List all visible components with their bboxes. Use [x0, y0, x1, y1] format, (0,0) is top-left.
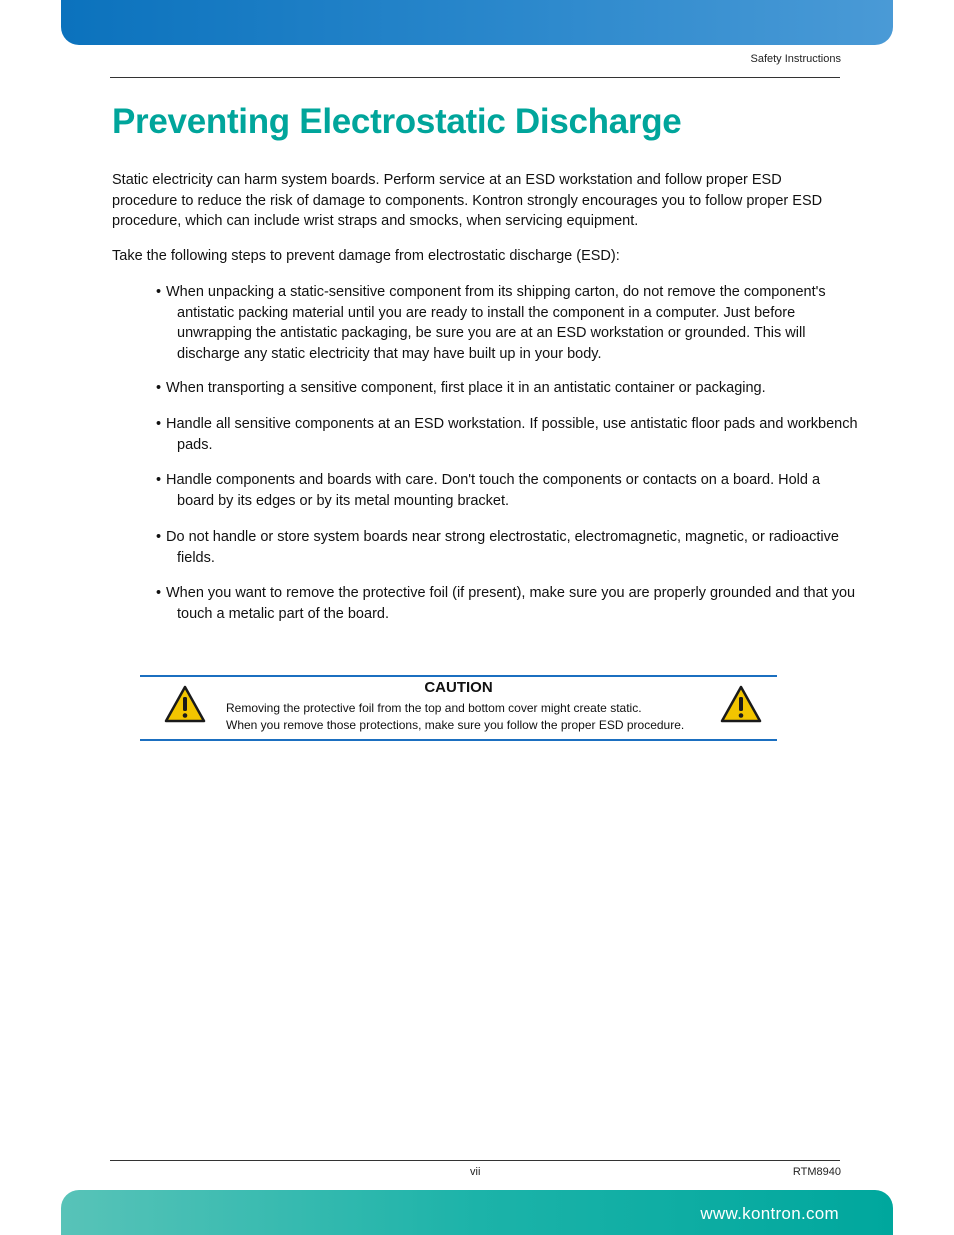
top-banner — [61, 0, 893, 45]
caution-title: CAUTION — [424, 679, 493, 696]
bottom-banner — [61, 1190, 893, 1235]
page-title: Preventing Electrostatic Discharge — [112, 102, 682, 141]
section-header: Safety Instructions — [750, 53, 841, 65]
bullet-marker: • — [156, 380, 162, 396]
footer-rule — [110, 1160, 840, 1161]
list-item-text: When transporting a sensitive component, first place it in an antistatic container or packaging. — [166, 380, 766, 396]
list-item-text: Handle components and boards with care. Don't touch the components or contacts on a board. Hold a board by its edges or by its metal mounting bracket. — [166, 472, 821, 509]
list-item — [156, 378, 861, 399]
bullet-marker: • — [156, 529, 162, 545]
list-item — [156, 470, 861, 511]
header-rule — [110, 77, 840, 78]
bullet-marker: • — [156, 472, 162, 488]
document-id: RTM8940 — [792, 1166, 841, 1178]
page-number: vii — [470, 1166, 481, 1178]
bullet-marker: • — [156, 284, 162, 300]
bullet-marker: • — [156, 585, 162, 601]
list-item-text: When you want to remove the protective foil (if present), make sure you are properly grounded and that you touch a metalic part of the board. — [166, 585, 856, 622]
caution-box — [140, 675, 777, 741]
website-link[interactable]: www.kontron.com — [700, 1204, 839, 1223]
caution-text: When you remove those protections, make sure you follow the proper ESD procedure. — [226, 718, 685, 732]
warning-triangle-icon — [720, 685, 762, 723]
list-item-text: Do not handle or store system boards near strong electrostatic, electromagnetic, magnetic, or radioactive fields. — [166, 529, 839, 566]
list-item — [156, 583, 861, 624]
list-item-text: Handle all sensitive components at an ESD workstation. If possible, use antistatic floor pads and workbench pads. — [166, 416, 858, 453]
steps-intro-paragraph: Take the following steps to prevent damage from electrostatic discharge (ESD): — [112, 248, 620, 264]
list-item — [156, 527, 861, 568]
list-item-text: When unpacking a static-sensitive component from its shipping carton, do not remove the component's antistatic packing material until you are ready to install the component in a computer. Just before unwrapping the antistatic packaging, be sure you are at an ESD workstation or grounded. This will discharge any static electricity that may have built up in your body. — [166, 284, 826, 362]
caution-text: Removing the protective foil from the top and bottom cover might create static. — [226, 701, 642, 715]
list-item — [156, 282, 861, 364]
list-item — [156, 414, 861, 455]
bullet-marker: • — [156, 416, 162, 432]
intro-paragraph: Static electricity can harm system boards. Perform service at an ESD workstation and follow proper ESD procedure to reduce the risk of damage to components. Kontron strongly encourages you to follow proper ESD procedure, which can include wrist straps and smocks, when servicing equipment. — [112, 172, 823, 229]
